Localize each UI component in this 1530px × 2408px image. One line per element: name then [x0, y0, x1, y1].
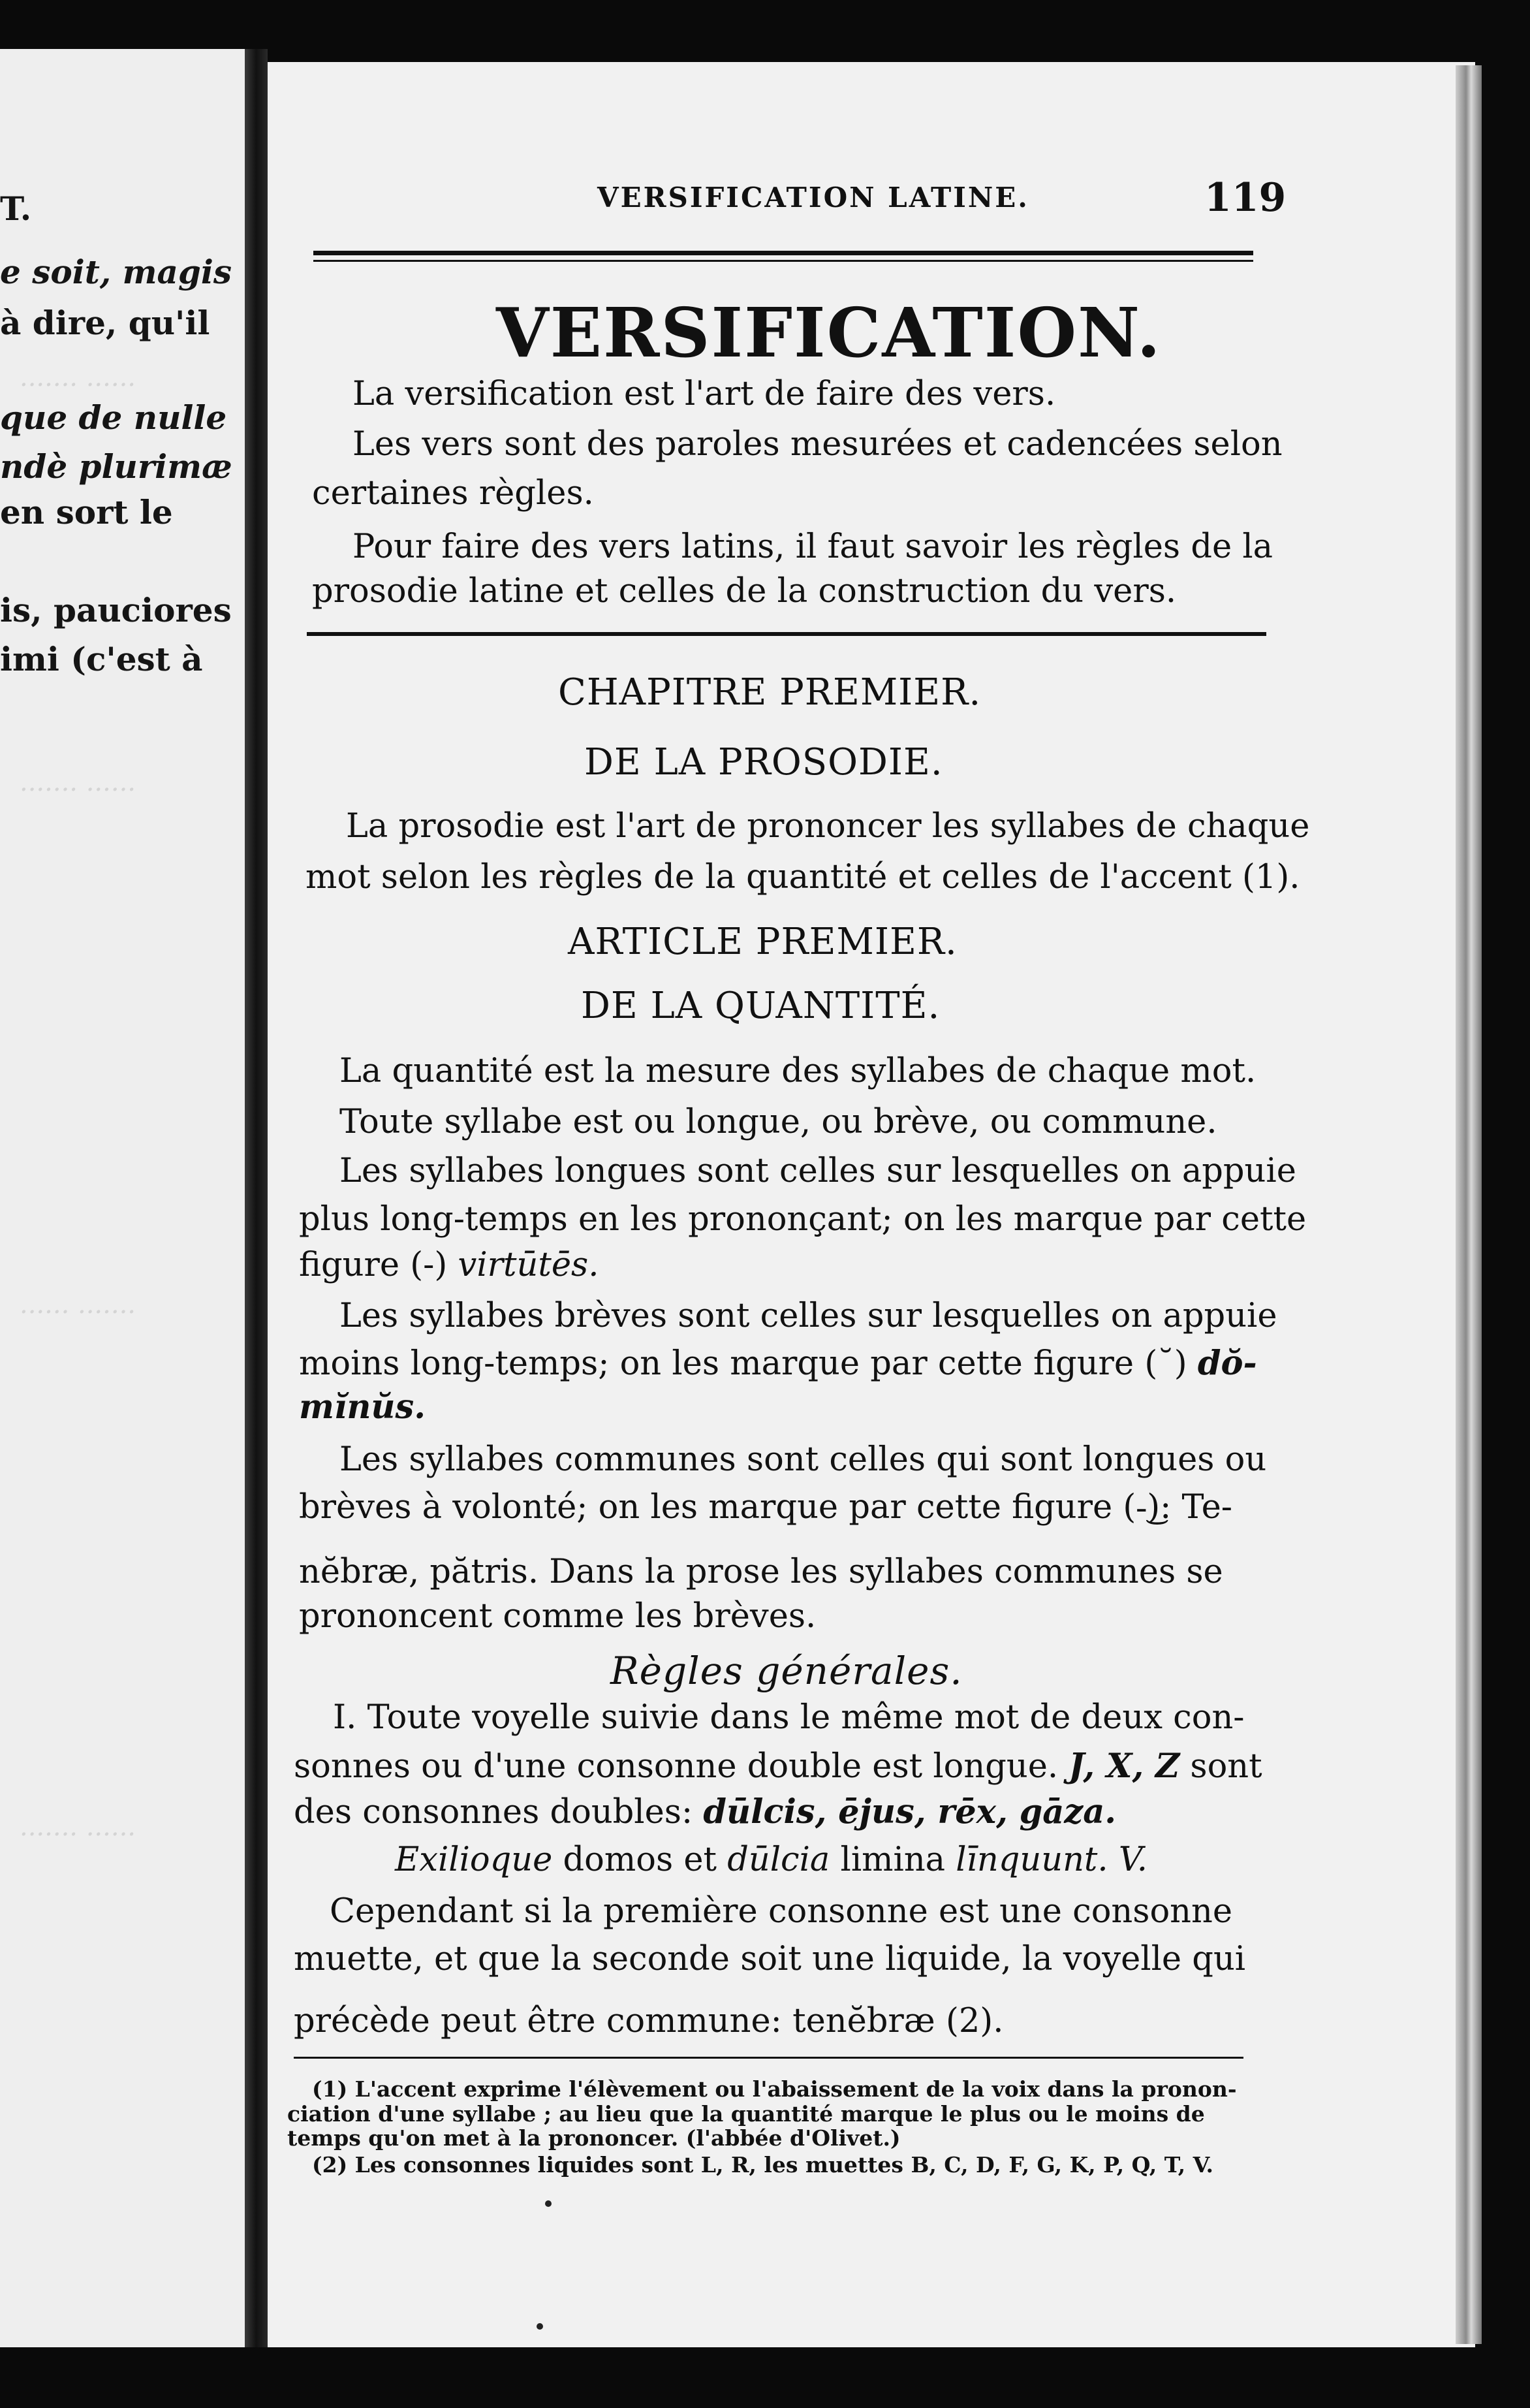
chapter-heading: CHAPITRE PREMIER.: [558, 671, 982, 714]
prosodie-definition-line: mot selon les règles de la quantité et celles de l'accent (1).: [305, 858, 1300, 896]
footnote-line: (1) L'accent exprime l'élèvement ou l'abaissement de la voix dans la pronon-: [312, 2076, 1237, 2102]
regle-line: Cependant si la première consonne est une consonne: [330, 1892, 1233, 1931]
left-page-line: en sort le: [0, 493, 173, 531]
footnote-line: (2) Les consonnes liquides sont L, R, les muettes B, C, D, F, G, K, P, Q, T, V.: [312, 2152, 1213, 2178]
quantite-line: Les syllabes longues sont celles sur lesquelles on appuie: [339, 1152, 1296, 1190]
intro-line: Pour faire des vers latins, il faut savoir les règles de la: [352, 528, 1273, 566]
quantite-line: mĭnŭs.: [299, 1387, 426, 1427]
left-page-line: imi (c'est à: [0, 640, 203, 678]
intro-line: La versification est l'art de faire des vers.: [352, 375, 1056, 413]
quantite-line: moins long-temps; on les marque par cette figure (˘) dŏ-: [299, 1344, 1257, 1383]
left-facing-page: [0, 49, 245, 2347]
footnote-line: ciation d'une syllabe ; au lieu que la quantité marque le plus ou le moins de: [287, 2101, 1205, 2127]
quantite-line: Les syllabes brèves sont celles sur lesquelles on appuie: [339, 1297, 1277, 1335]
footnote-rule: [294, 2057, 1243, 2059]
bleed-through-text: ....... ......: [20, 1812, 136, 1842]
regle-line: des consonnes doubles: dūlcis, ējus, rēx, gāza.: [294, 1792, 1117, 1831]
footnote-line: temps qu'on met à la prononcer. (l'abbée d'Olivet.): [287, 2125, 901, 2151]
ink-speck: [537, 2323, 543, 2330]
header-rule: [313, 251, 1253, 255]
intro-line: certaines règles.: [312, 474, 594, 513]
left-page-line: à dire, qu'il: [0, 304, 210, 342]
intro-line: Les vers sont des paroles mesurées et cadencées selon: [352, 425, 1283, 464]
section-rule: [307, 632, 1266, 636]
regle-line: I. Toute voyelle suivie dans le même mot de deux con-: [333, 1698, 1245, 1737]
bleed-through-text: ....... ......: [20, 362, 136, 392]
left-page-line: que de nulle: [0, 398, 227, 437]
regle-line: précède peut être commune: tenĕbræ (2).: [294, 2002, 1004, 2040]
quantite-line: Les syllabes communes sont celles qui sont longues ou: [339, 1440, 1267, 1479]
prosodie-definition-line: La prosodie est l'art de prononcer les syllabes de chaque: [346, 807, 1310, 846]
left-page-line: is, pauciores: [0, 591, 232, 629]
header-rule-thin: [313, 260, 1253, 262]
intro-line: prosodie latine et celles de la construction du vers.: [312, 572, 1177, 610]
left-page-line: ndè plurimæ: [0, 447, 232, 486]
regle-line: Exilioque domos et dūlcia limina līnquunt. V.: [395, 1841, 1148, 1879]
article-heading: ARTICLE PREMIER.: [568, 921, 958, 963]
left-page-line: e soit, magis: [0, 253, 232, 291]
regle-line: muette, et que la seconde soit une liquide, la voyelle qui: [294, 1940, 1246, 1978]
bleed-through-text: ....... ......: [20, 767, 136, 797]
quantite-line: figure (-) virtūtēs.: [299, 1246, 599, 1284]
book-gutter: [245, 49, 268, 2347]
regles-heading: Règles générales.: [610, 1649, 963, 1693]
quantite-line: plus long-temps en les prononçant; on les marque par cette: [299, 1200, 1307, 1239]
quantite-line: La quantité est la mesure des syllabes de chaque mot.: [339, 1052, 1257, 1090]
left-page-line: T.: [0, 189, 32, 228]
page-edge: [1456, 65, 1482, 2344]
page-title: VERSIFICATION.: [496, 293, 1162, 373]
quantite-line: prononcent comme les brèves.: [299, 1597, 817, 1636]
chapter-subheading: DE LA PROSODIE.: [584, 741, 943, 784]
quantite-line: brèves à volonté; on les marque par cette figure (-͜): Te-: [299, 1488, 1233, 1527]
quantite-line: Toute syllabe est ou longue, ou brève, ou commune.: [339, 1103, 1217, 1141]
article-subheading: DE LA QUANTITÉ.: [581, 985, 941, 1027]
ink-speck: [545, 2200, 552, 2207]
page-number: 119: [1204, 175, 1287, 221]
regle-line: sonnes ou d'une consonne double est longue. J, X, Z sont: [294, 1747, 1262, 1786]
quantite-line: nĕbræ, pătris. Dans la prose les syllabes communes se: [299, 1553, 1223, 1591]
running-head: VERSIFICATION LATINE.: [597, 182, 1029, 214]
bleed-through-text: ...... .......: [20, 1290, 136, 1320]
